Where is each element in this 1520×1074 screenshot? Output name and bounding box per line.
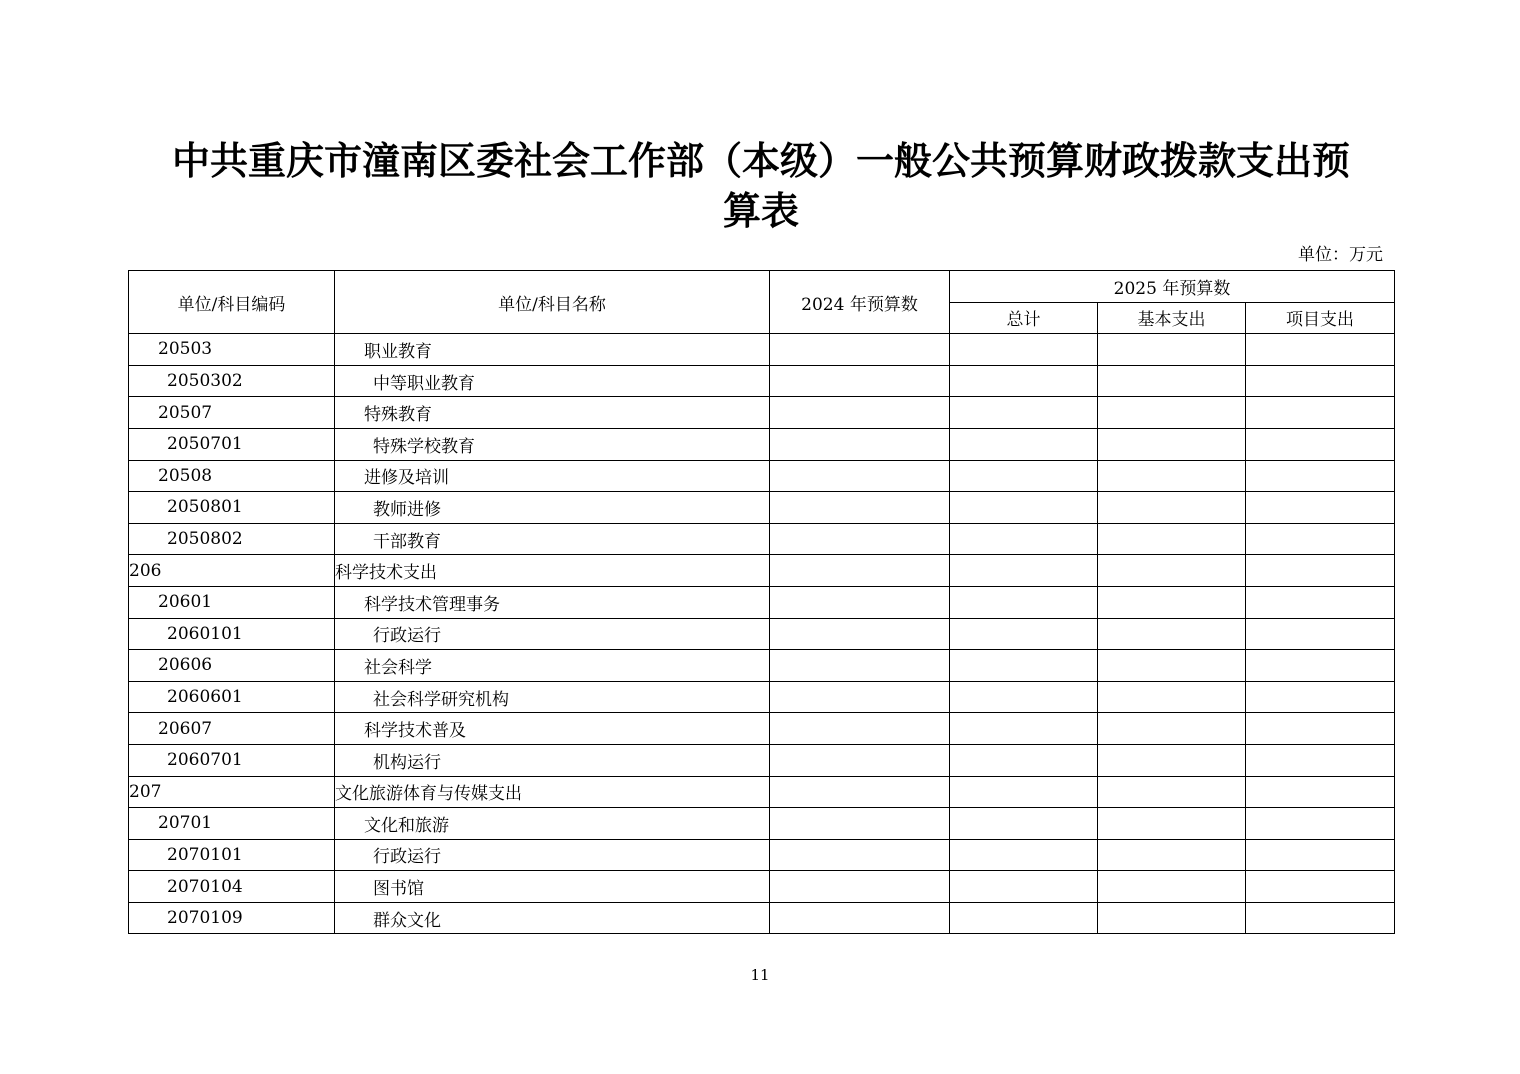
row-total [950,681,1098,713]
row-total [950,523,1098,555]
row-total [950,839,1098,871]
header-basic: 基本支出 [1098,302,1246,334]
row-basic [1098,397,1246,429]
table-row [129,713,1395,745]
row-code: 2050302 [129,365,335,397]
row-budget-2024 [770,460,950,492]
table-row [129,871,1395,903]
row-name: 行政运行 [335,618,770,650]
row-basic [1098,744,1246,776]
row-project [1246,744,1395,776]
row-total [950,808,1098,840]
row-project [1246,808,1395,840]
row-code: 2050802 [129,523,335,555]
row-project [1246,428,1395,460]
row-total [950,428,1098,460]
row-code: 2070109 [129,902,335,934]
row-budget-2024 [770,365,950,397]
row-basic [1098,776,1246,808]
row-basic [1098,839,1246,871]
row-project [1246,871,1395,903]
row-total [950,586,1098,618]
row-name: 科学技术支出 [335,555,770,587]
row-name: 机构运行 [335,744,770,776]
row-budget-2024 [770,871,950,903]
table-row [129,650,1395,682]
row-basic [1098,681,1246,713]
header-budget-2024: 2024 年预算数 [770,271,950,334]
table-row [129,334,1395,366]
table-row [129,681,1395,713]
row-budget-2024 [770,523,950,555]
row-total [950,397,1098,429]
row-budget-2024 [770,428,950,460]
row-project [1246,492,1395,524]
row-code: 20701 [129,808,335,840]
row-code: 2060701 [129,744,335,776]
table-row [129,365,1395,397]
table-row [129,555,1395,587]
page-number: 11 [750,966,770,984]
table-row [129,618,1395,650]
row-code: 20507 [129,397,335,429]
row-name: 中等职业教育 [335,365,770,397]
table-row [129,492,1395,524]
row-basic [1098,586,1246,618]
row-code: 20606 [129,650,335,682]
row-basic [1098,334,1246,366]
row-basic [1098,618,1246,650]
row-code: 2060601 [129,681,335,713]
row-basic [1098,460,1246,492]
row-basic [1098,871,1246,903]
header-budget-2025: 2025 年预算数 [950,271,1395,303]
row-name: 特殊学校教育 [335,428,770,460]
row-name: 科学技术管理事务 [335,586,770,618]
row-code: 2070104 [129,871,335,903]
row-name: 文化和旅游 [335,808,770,840]
table-row [129,839,1395,871]
row-project [1246,713,1395,745]
row-total [950,776,1098,808]
row-basic [1098,808,1246,840]
header-name: 单位/科目名称 [335,271,770,334]
row-project [1246,460,1395,492]
row-code: 2070101 [129,839,335,871]
row-project [1246,839,1395,871]
table-row [129,902,1395,934]
table-row [129,523,1395,555]
row-name: 群众文化 [335,902,770,934]
table-row [129,586,1395,618]
row-basic [1098,650,1246,682]
row-project [1246,618,1395,650]
row-total [950,713,1098,745]
row-project [1246,586,1395,618]
row-total [950,744,1098,776]
table-row [129,428,1395,460]
page-title-line-2: 算表 [722,188,799,233]
row-project [1246,334,1395,366]
row-project [1246,397,1395,429]
table-row [129,397,1395,429]
row-budget-2024 [770,492,950,524]
row-budget-2024 [770,555,950,587]
row-code: 2050701 [129,428,335,460]
row-code: 206 [129,555,335,587]
row-name: 教师进修 [335,492,770,524]
row-total [950,365,1098,397]
table-row [129,808,1395,840]
row-code: 2060101 [129,618,335,650]
row-project [1246,523,1395,555]
row-basic [1098,428,1246,460]
row-name: 图书馆 [335,871,770,903]
row-budget-2024 [770,776,950,808]
header-code: 单位/科目编码 [129,271,335,334]
row-project [1246,902,1395,934]
row-code: 20601 [129,586,335,618]
row-code: 20607 [129,713,335,745]
row-budget-2024 [770,334,950,366]
row-budget-2024 [770,839,950,871]
row-basic [1098,902,1246,934]
page-title [128,136,1394,236]
row-budget-2024 [770,744,950,776]
row-total [950,460,1098,492]
table-row [129,776,1395,808]
row-budget-2024 [770,808,950,840]
row-budget-2024 [770,397,950,429]
row-name: 进修及培训 [335,460,770,492]
row-budget-2024 [770,681,950,713]
header-project: 项目支出 [1246,302,1395,334]
row-budget-2024 [770,586,950,618]
row-total [950,871,1098,903]
row-budget-2024 [770,902,950,934]
row-code: 20503 [129,334,335,366]
header-total: 总计 [950,302,1098,334]
table-row [129,460,1395,492]
budget-table [128,270,1395,934]
row-name: 科学技术普及 [335,713,770,745]
row-basic [1098,555,1246,587]
row-code: 2050801 [129,492,335,524]
row-name: 行政运行 [335,839,770,871]
table-body [129,334,1395,934]
table-header [129,271,1395,334]
row-code: 207 [129,776,335,808]
row-budget-2024 [770,713,950,745]
row-basic [1098,713,1246,745]
row-name: 干部教育 [335,523,770,555]
row-total [950,334,1098,366]
row-project [1246,681,1395,713]
row-name: 文化旅游体育与传媒支出 [335,776,770,808]
unit-label: 单位：万元 [1298,245,1383,265]
row-budget-2024 [770,618,950,650]
row-project [1246,776,1395,808]
row-total [950,555,1098,587]
row-name: 特殊教育 [335,397,770,429]
row-total [950,902,1098,934]
row-code: 20508 [129,460,335,492]
row-basic [1098,365,1246,397]
row-name: 社会科学研究机构 [335,681,770,713]
row-name: 社会科学 [335,650,770,682]
row-total [950,650,1098,682]
page-title-line-1: 中共重庆市潼南区委社会工作部（本级）一般公共预算财政拨款支出预 [171,138,1350,183]
row-project [1246,365,1395,397]
row-basic [1098,492,1246,524]
row-total [950,618,1098,650]
row-name: 职业教育 [335,334,770,366]
row-project [1246,555,1395,587]
row-total [950,492,1098,524]
row-project [1246,650,1395,682]
row-budget-2024 [770,650,950,682]
row-basic [1098,523,1246,555]
table-row [129,744,1395,776]
